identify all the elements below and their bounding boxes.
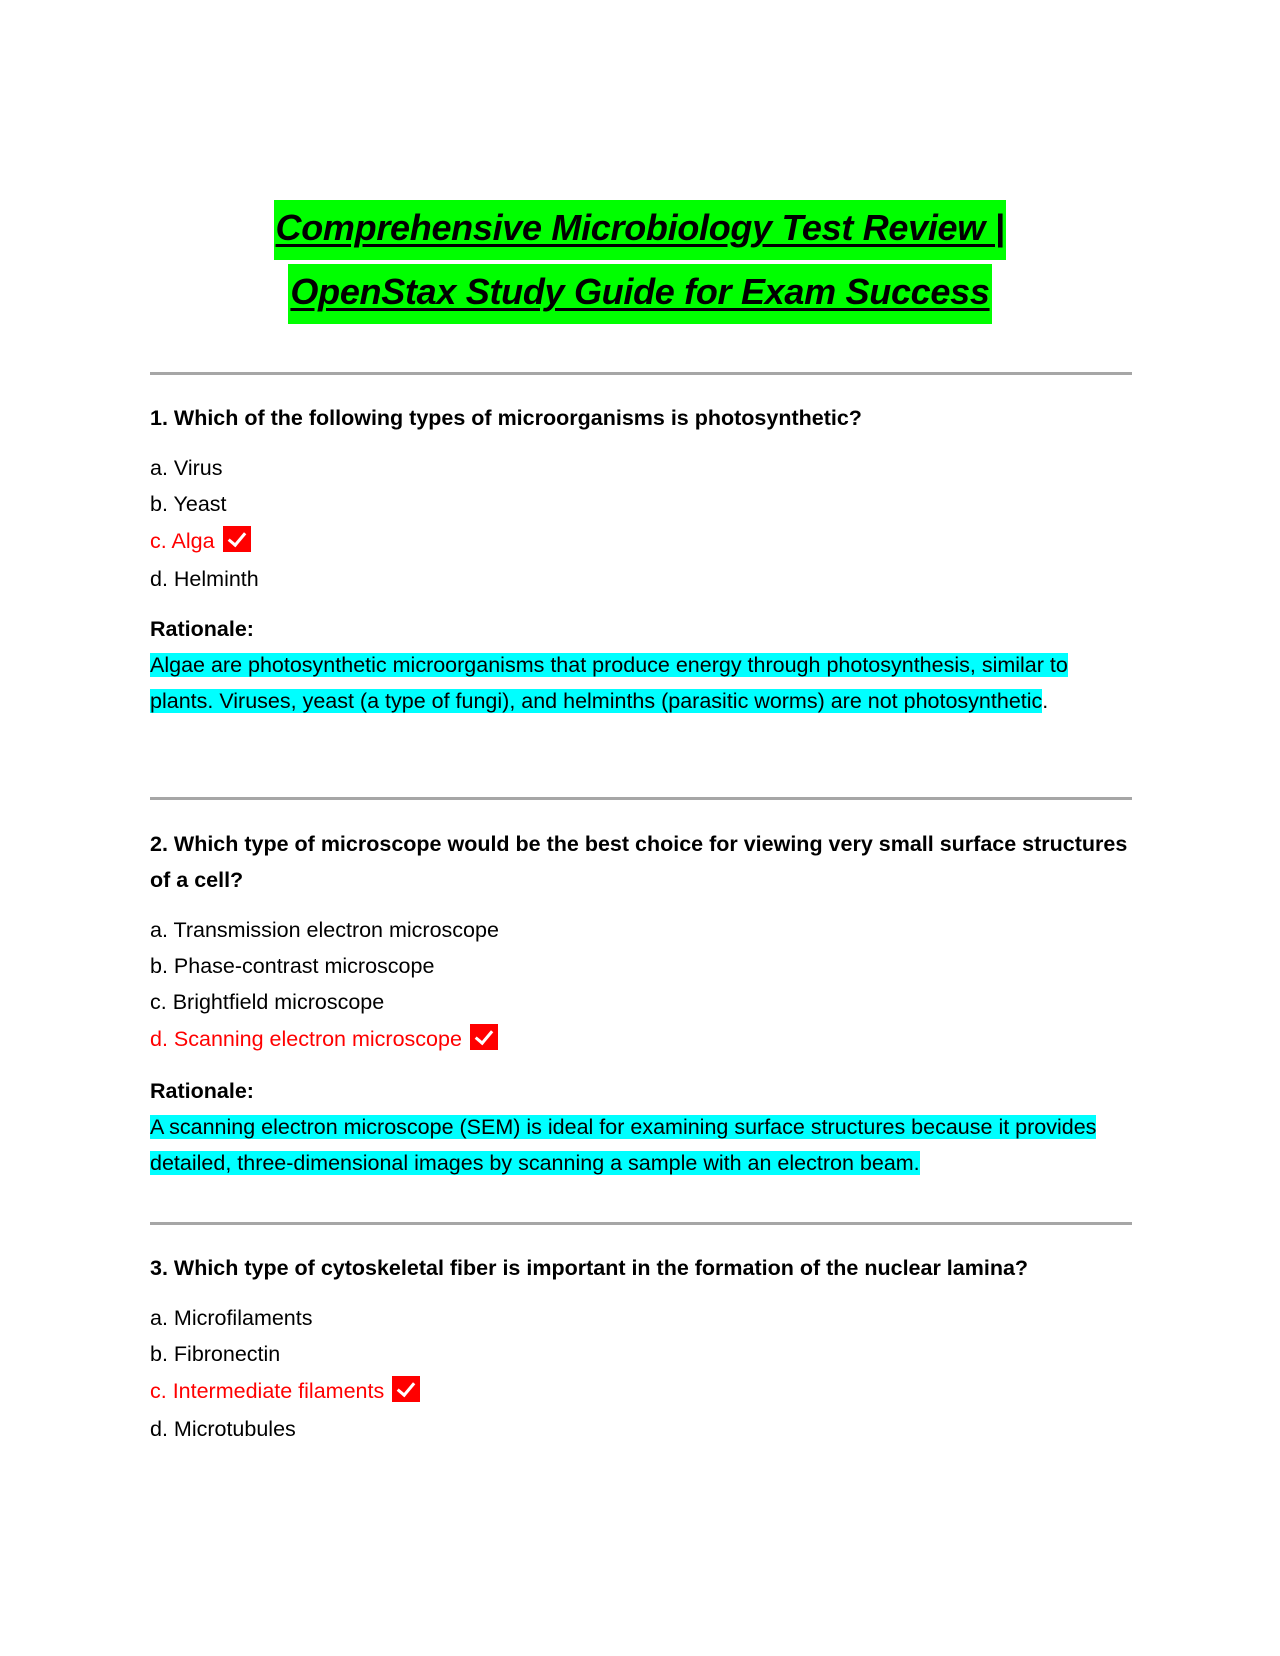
question-3: [150, 1250, 1135, 1447]
check-icon: [223, 526, 251, 552]
option-d: d. Microtubules: [150, 1417, 296, 1441]
options-list: [150, 450, 1135, 597]
divider: [150, 372, 1132, 375]
option-b: b. Fibronectin: [150, 1342, 281, 1366]
title-line-2: OpenStax Study Guide for Exam Success: [288, 264, 991, 324]
question-text: 1. Which of the following types of microorganisms is photosynthetic?: [150, 406, 862, 430]
option-c-correct: [150, 1372, 1135, 1411]
rationale-highlight: A scanning electron microscope (SEM) is ideal for examining surface structures because it provides detailed, three-dimensional images by scanning a sample with an electron beam.: [150, 1115, 1097, 1175]
option-c: c. Brightfield microscope: [150, 990, 385, 1014]
option-label: c. Intermediate filaments: [150, 1379, 385, 1403]
title-line-1: Comprehensive Microbiology Test Review |: [274, 200, 1007, 260]
question-1: [150, 400, 1135, 719]
rationale-text: [150, 647, 1135, 719]
option-a: a. Transmission electron microscope: [150, 918, 499, 942]
rationale-label: Rationale:: [150, 617, 254, 641]
option-a: a. Virus: [150, 456, 223, 480]
rationale-label: Rationale:: [150, 1079, 254, 1103]
option-b: b. Yeast: [150, 492, 227, 516]
question-text: 2. Which type of microscope would be the best choice for viewing very small surface structures of a cell?: [150, 832, 1128, 892]
check-icon: [470, 1024, 498, 1050]
options-list: [150, 912, 1135, 1059]
rationale-tail: .: [1042, 689, 1049, 713]
question-text: 3. Which type of cytoskeletal fiber is important in the formation of the nuclear lamina?: [150, 1256, 1029, 1280]
option-d-correct: [150, 1020, 1135, 1059]
option-d: d. Helminth: [150, 567, 259, 591]
divider: [150, 797, 1132, 800]
option-c-correct: [150, 522, 1135, 561]
question-2: [150, 826, 1135, 1181]
rationale-text: [150, 1109, 1135, 1181]
divider: [150, 1222, 1132, 1225]
options-list: [150, 1300, 1135, 1447]
option-a: a. Microfilaments: [150, 1306, 313, 1330]
option-label: c. Alga: [150, 529, 215, 553]
rationale-highlight: Algae are photosynthetic microorganisms that produce energy through photosynthesis, similar to plants. Viruses, yeast (a type of fungi), and helminths (parasitic worms) are not photosynthetic: [150, 653, 1068, 713]
option-b: b. Phase-contrast microscope: [150, 954, 435, 978]
option-label: d. Scanning electron microscope: [150, 1027, 462, 1051]
check-icon: [392, 1376, 420, 1402]
document-title: [0, 200, 1280, 324]
